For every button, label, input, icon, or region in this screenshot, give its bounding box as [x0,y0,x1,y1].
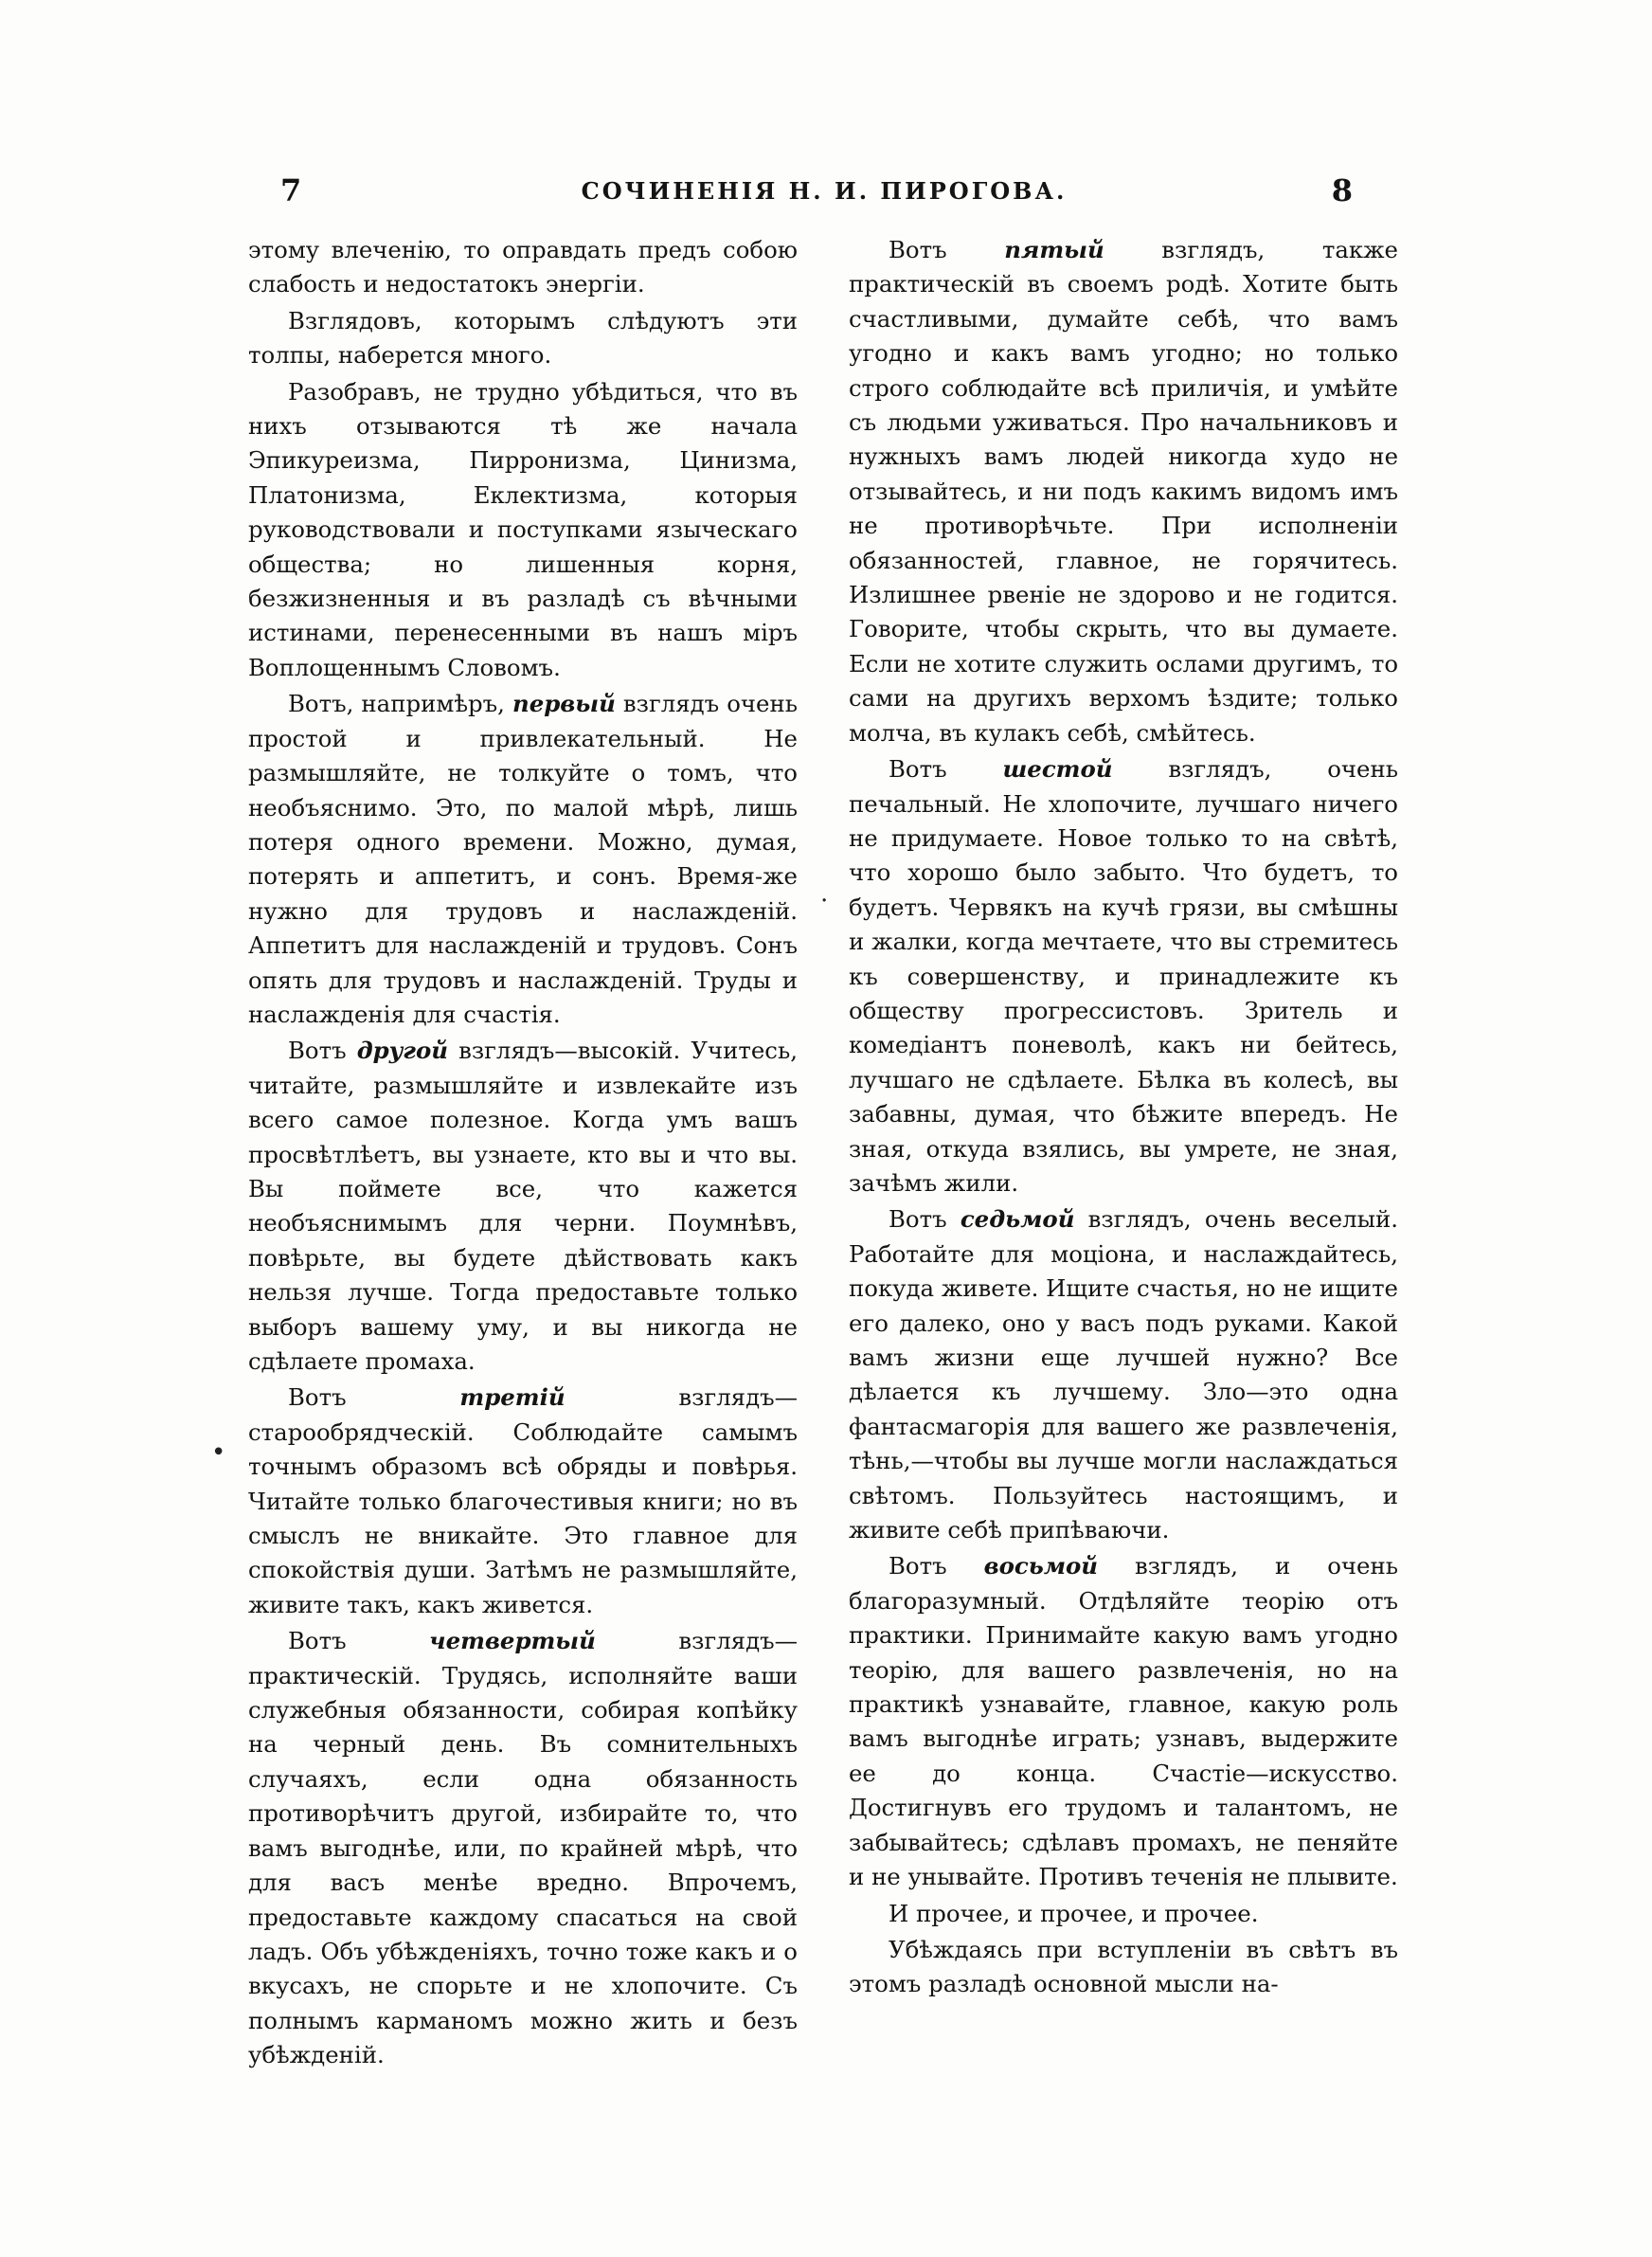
paragraph: Вотъ шестой взглядъ, очень печальный. Не хлопочите, лучшаго ничего не придумаете. Новое только то на свѣтѣ, что хорошо было забыто. Что будетъ, то будетъ. Червякъ на кучѣ грязи, вы смѣшны и жалки, когда мечтаете, что вы стремитесь къ совершенству, и принадлежите къ обществу прогрессистовъ. Зритель и комедіантъ поневолѣ, какъ ни бейтесь, лучшаго не сдѣлаете. Бѣлка въ колесѣ, вы забавны, думая, что бѣжите впередъ. Не зная, откуда взялись, вы умрете, не зная, зачѣмъ жили. [849,755,1398,1197]
margin-mark: . [820,879,829,908]
paragraph: Разобравъ, не трудно убѣдиться, что въ нихъ отзываются тѣ же начала Эпикуреизма, Пирронизма, Цинизма, Платонизма, Еклектизма, которыя руководствовали и поступками языческаго общества; но лишенныя корня, безжизненныя и въ разладѣ съ вѣчными истинами, перенесенными въ нашъ міръ Воплощеннымъ Словомъ. [248,377,798,681]
emphasis: другой [356,1037,449,1065]
emphasis: пятый [1004,236,1104,263]
paragraph: Вотъ восьмой взглядъ, и очень благоразумный. Отдѣляйте теорію отъ практики. Принимайте какую вамъ угодно теорію, для вашего развлеченія, но на практикѣ узнавайте, главное, какую роль вамъ выгоднѣе играть; узнавъ, выдержите ее до конца. Счастіе—искусство. Достигнувъ его трудомъ и талантомъ, не забывайтесь; сдѣлавъ промахъ, не пеняйте и не унывайте. Противъ теченія не плывите. [849,1552,1399,1891]
paragraph: И прочее, и прочее, и прочее. [889,1899,1259,1927]
running-title: СОЧИНЕНІЯ Н. И. ПИРОГОВА. [581,177,1068,205]
paragraph: Вотъ седьмой взглядъ, очень веселый. Работайте для моціона, и наслаждайтесь, покуда живете. Ищите счастья, но не ищите его далеко, оно у васъ подъ руками. Какой вамъ жизни еще лучшей нужно? Все дѣлается къ лучшему. Зло—это одна фантасмагорія для вашего же развлеченія, тѣнь,—чтобы вы лучше могли наслаждаться свѣтомъ. Пользуйтесь настоящимъ, и живите себѣ припѣваючи. [849,1205,1398,1544]
margin-mark: • [211,1438,226,1467]
paragraph: Вотъ третій взглядъ—старообрядческій. Соблюдайте самымъ точнымъ образомъ всѣ обряды и повѣрья. Читайте только благочестивыя книги; но въ смыслъ не вникайте. Это главное для спокойствія души. Затѣмъ не размышляйте, живите такъ, какъ живется. [248,1383,798,1618]
left-page-number: 7 [280,172,302,208]
paragraph: Убѣждаясь при вступленіи въ свѣтъ въ этомъ разладѣ основной мысли на- [849,1935,1398,1998]
paragraph: Вотъ другой взглядъ—высокій. Учитесь, читайте, размышляйте и извлекайте изъ всего самое полезное. Когда умъ вашъ просвѣтлѣетъ, вы узнаете, кто вы и что вы. Вы поймете все, что кажется необъяснимымъ для черни. Поумнѣвъ, повѣрьте, вы будете дѣйствовать какъ нельзя лучше. Тогда предоставьте только выборъ вашему уму, и вы никогда не сдѣлаете промаха. [248,1037,798,1375]
right-page-number: 8 [1331,172,1353,208]
emphasis: восьмой [983,1552,1099,1580]
emphasis: первый [512,690,616,718]
emphasis: шестой [1002,755,1113,784]
paragraph: Вотъ, напримѣръ, первый взглядъ очень простой и привлекательный. Не размышляйте, не толкуйте о томъ, что необъяснимо. Это, по малой мѣрѣ, лишь потеря одного времени. Можно, думая, потерять и аппетитъ, и сонъ. Время-же нужно для трудовъ и наслажденій. Аппетитъ для наслажденій и трудовъ. Сонъ опять для трудовъ и наслажденій. Труды и наслажденія для счастія. [248,690,798,1028]
emphasis: третій [459,1383,566,1412]
emphasis: седьмой [960,1205,1075,1234]
right-column [849,233,1398,2002]
paragraph: Вотъ четвертый взглядъ—практическій. Трудясь, исполняйте ваши служебныя обязанности, собирая копѣйку на черный день. Въ сомнительныхъ случаяхъ, если одна обязанность противорѣчитъ другой, избирайте то, что вамъ выгоднѣе, или, по крайней мѣрѣ, что для васъ менѣе вредно. Впрочемъ, предоставьте каждому спасаться на свой ладъ. Объ убѣжденіяхъ, точно тоже какъ и о вкусахъ, не спорьте и не хлопочите. Съ полнымъ карманомъ можно жить и безъ убѣжденій. [248,1627,798,2069]
left-column [248,233,798,2073]
paragraph: этому влеченію, то оправдать предъ собою слабость и недостатокъ энергіи. [248,236,798,298]
emphasis: четвертый [429,1627,596,1655]
paragraph: Вотъ пятый взглядъ, также практическій въ своемъ родѣ. Хотите быть счастливыми, думайте себѣ, что вамъ угодно и какъ вамъ угодно; но только строго соблюдайте всѣ приличія, и умѣйте съ людьми уживаться. Про начальниковъ и нужныхъ вамъ людей никогда худо не отзывайтесь, и ни подъ какимъ видомъ имъ не противорѣчьте. При исполненіи обязанностей, главное, не горячитесь. Излишнее рвеніе не здорово и не годится. Говорите, чтобы скрыть, что вы думаете. Если не хотите служить ослами другимъ, то сами на другихъ верхомъ ѣздите; только молча, въ кулакъ себѣ, смѣйтесь. [849,236,1398,747]
paragraph: Взглядовъ, которымъ слѣдуютъ эти толпы, наберется много. [248,306,798,370]
running-header [275,167,1374,214]
